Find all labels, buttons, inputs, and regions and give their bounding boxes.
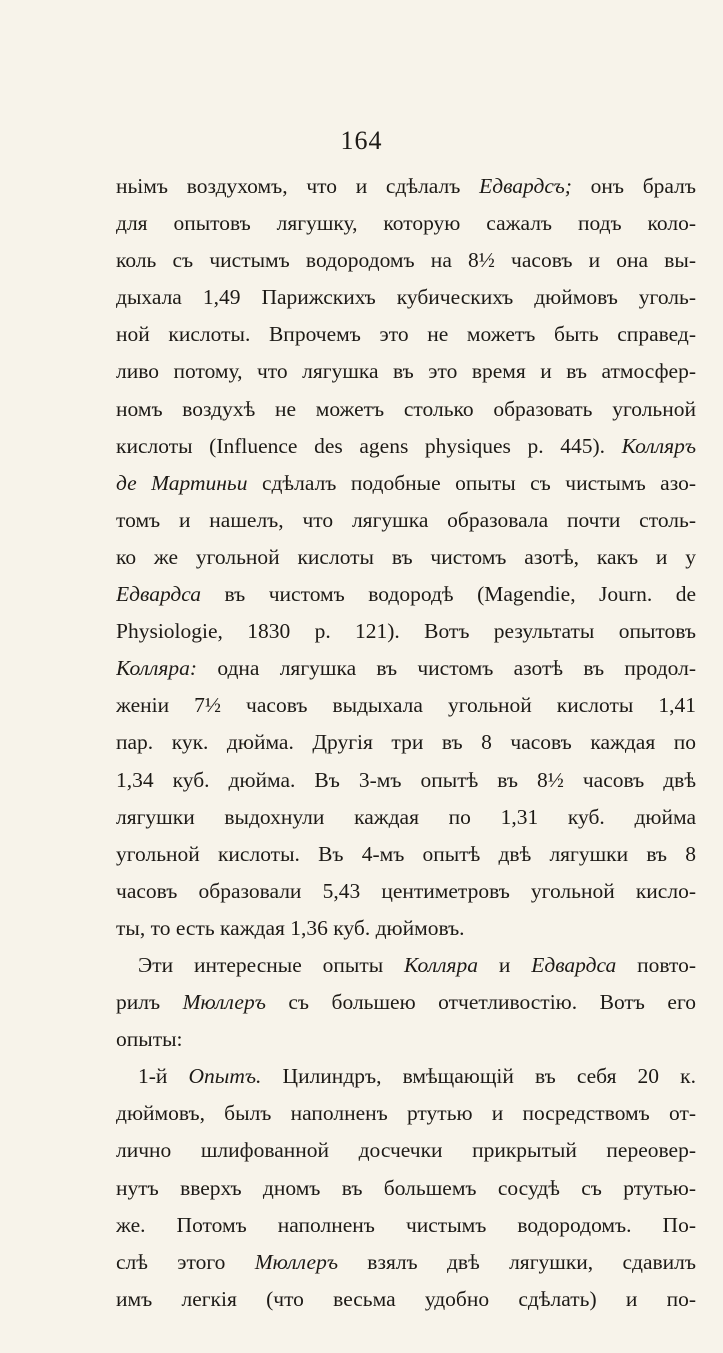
italic-name: Колляра: xyxy=(116,656,198,681)
text-line xyxy=(116,650,696,687)
text-line xyxy=(116,1095,696,1132)
text-line xyxy=(116,687,696,724)
text-line xyxy=(116,242,696,279)
text-segment: пар. кук. дюйма. Другія три въ 8 часовъ каждая по xyxy=(116,730,696,755)
text-line xyxy=(116,1132,696,1169)
text-line xyxy=(116,1058,696,1095)
text-line xyxy=(116,1244,696,1281)
text-segment: 1-й xyxy=(138,1064,189,1089)
italic-name: Мюллеръ xyxy=(182,990,266,1015)
text-line xyxy=(116,910,696,947)
text-line xyxy=(116,205,696,242)
text-line xyxy=(116,873,696,910)
text-line xyxy=(116,316,696,353)
italic-name: Мюллеръ xyxy=(254,1249,338,1274)
text-segment: лично шлифованной досчечки прикрытый переовер- xyxy=(116,1138,696,1163)
text-segment: дыхала 1,49 Парижскихъ кубическихъ дюймовъ уголь- xyxy=(116,285,696,310)
text-segment: сдѣлалъ подобные опыты съ чистымъ азо- xyxy=(247,470,696,495)
text-segment: взялъ двѣ лягушки, сдавилъ xyxy=(337,1249,696,1274)
text-line xyxy=(116,353,696,390)
text-segment: коль съ чистымъ водородомъ на 8½ часовъ и она вы- xyxy=(116,248,696,273)
text-segment: одна лягушка въ чистомъ азотѣ въ продол- xyxy=(197,656,696,681)
text-segment: ливо потому, что лягушка въ это время и въ атмосфер- xyxy=(116,359,696,384)
text-line xyxy=(116,613,696,650)
text-line xyxy=(116,1281,696,1318)
text-segment: и xyxy=(477,952,532,977)
text-line xyxy=(116,1170,696,1207)
text-line xyxy=(116,539,696,576)
text-line xyxy=(116,799,696,836)
text-segment: же. Потомъ наполненъ чистымъ водородомъ. По- xyxy=(116,1212,696,1237)
text-line xyxy=(116,762,696,799)
text-segment: ты, то есть каждая 1,36 куб. дюймовъ. xyxy=(116,915,465,940)
italic-name: Колляръ xyxy=(621,433,696,458)
text-segment: повто- xyxy=(616,952,696,977)
text-segment: въ чистомъ водородѣ (Magendie, Journ. de xyxy=(201,582,696,607)
text-line xyxy=(116,1207,696,1244)
text-segment: томъ и нашелъ, что лягушка образовала почти столь- xyxy=(116,507,696,532)
text-line xyxy=(116,836,696,873)
text-segment: ко же угольной кислоты въ чистомъ азотѣ, какъ и у xyxy=(116,544,696,569)
italic-name: Едвардсъ; xyxy=(479,174,572,198)
text-line xyxy=(116,576,696,613)
text-line xyxy=(116,391,696,428)
italic-name: Колляра xyxy=(404,952,478,977)
text-segment: угольной кислоты. Въ 4-мъ опытѣ двѣ лягушки въ 8 xyxy=(116,841,696,866)
text-line xyxy=(116,1021,696,1058)
italic-name: де Мартиньи xyxy=(116,470,248,495)
text-segment: женіи 7½ часовъ выдыхала угольной кислоты 1,41 xyxy=(116,693,696,718)
text-segment: онъ бралъ xyxy=(571,174,696,198)
text-segment: Цилиндръ, вмѣщающій въ себя 20 к. xyxy=(261,1064,696,1089)
text-line xyxy=(116,502,696,539)
text-segment: ной кислоты. Впрочемъ это не можетъ быть справед- xyxy=(116,322,696,347)
text-segment: рилъ xyxy=(116,990,183,1015)
text-line xyxy=(116,724,696,761)
italic-name: Едвардса xyxy=(531,952,617,977)
text-segment: дюймовъ, былъ наполненъ ртутью и посредствомъ от- xyxy=(116,1101,696,1126)
text-segment: Эти интересные опыты xyxy=(138,952,405,977)
text-segment: Physiologie, 1830 p. 121). Вотъ результаты опытовъ xyxy=(116,619,696,644)
italic-name: Едвардса xyxy=(116,582,202,607)
text-segment: слѣ этого xyxy=(116,1249,255,1274)
text-segment: часовъ образовали 5,43 центиметровъ угольной кисло- xyxy=(116,878,696,903)
text-line xyxy=(116,465,696,502)
text-segment: номъ воздухѣ не можетъ столько образовать угольной xyxy=(116,396,696,421)
text-segment: ньімъ воздухомъ, что и сдѣлалъ xyxy=(116,174,480,198)
text-segment: для опытовъ лягушку, которую сажалъ подъ коло- xyxy=(116,211,696,236)
text-line xyxy=(116,947,696,984)
italic-name: Опытъ. xyxy=(188,1064,262,1089)
page-number: 164 xyxy=(340,126,383,155)
body-text xyxy=(116,168,696,1318)
text-line xyxy=(116,279,696,316)
text-segment: опыты: xyxy=(116,1027,183,1052)
text-segment: лягушки выдохнули каждая по 1,31 куб. дюйма xyxy=(116,804,696,829)
text-line xyxy=(116,984,696,1021)
text-segment: кислоты (Influence des agens physiques p. 445). xyxy=(116,433,622,458)
text-line xyxy=(116,168,696,205)
text-segment: съ большею отчетливостію. Вотъ его xyxy=(265,990,696,1015)
text-line xyxy=(116,428,696,465)
text-segment: имъ легкія (что весьма удобно сдѣлать) и по- xyxy=(116,1286,696,1311)
text-segment: нутъ вверхъ дномъ въ большемъ сосудѣ съ ртутью- xyxy=(116,1175,696,1200)
text-segment: 1,34 куб. дюйма. Въ 3-мъ опытѣ въ 8½ часовъ двѣ xyxy=(116,767,696,792)
